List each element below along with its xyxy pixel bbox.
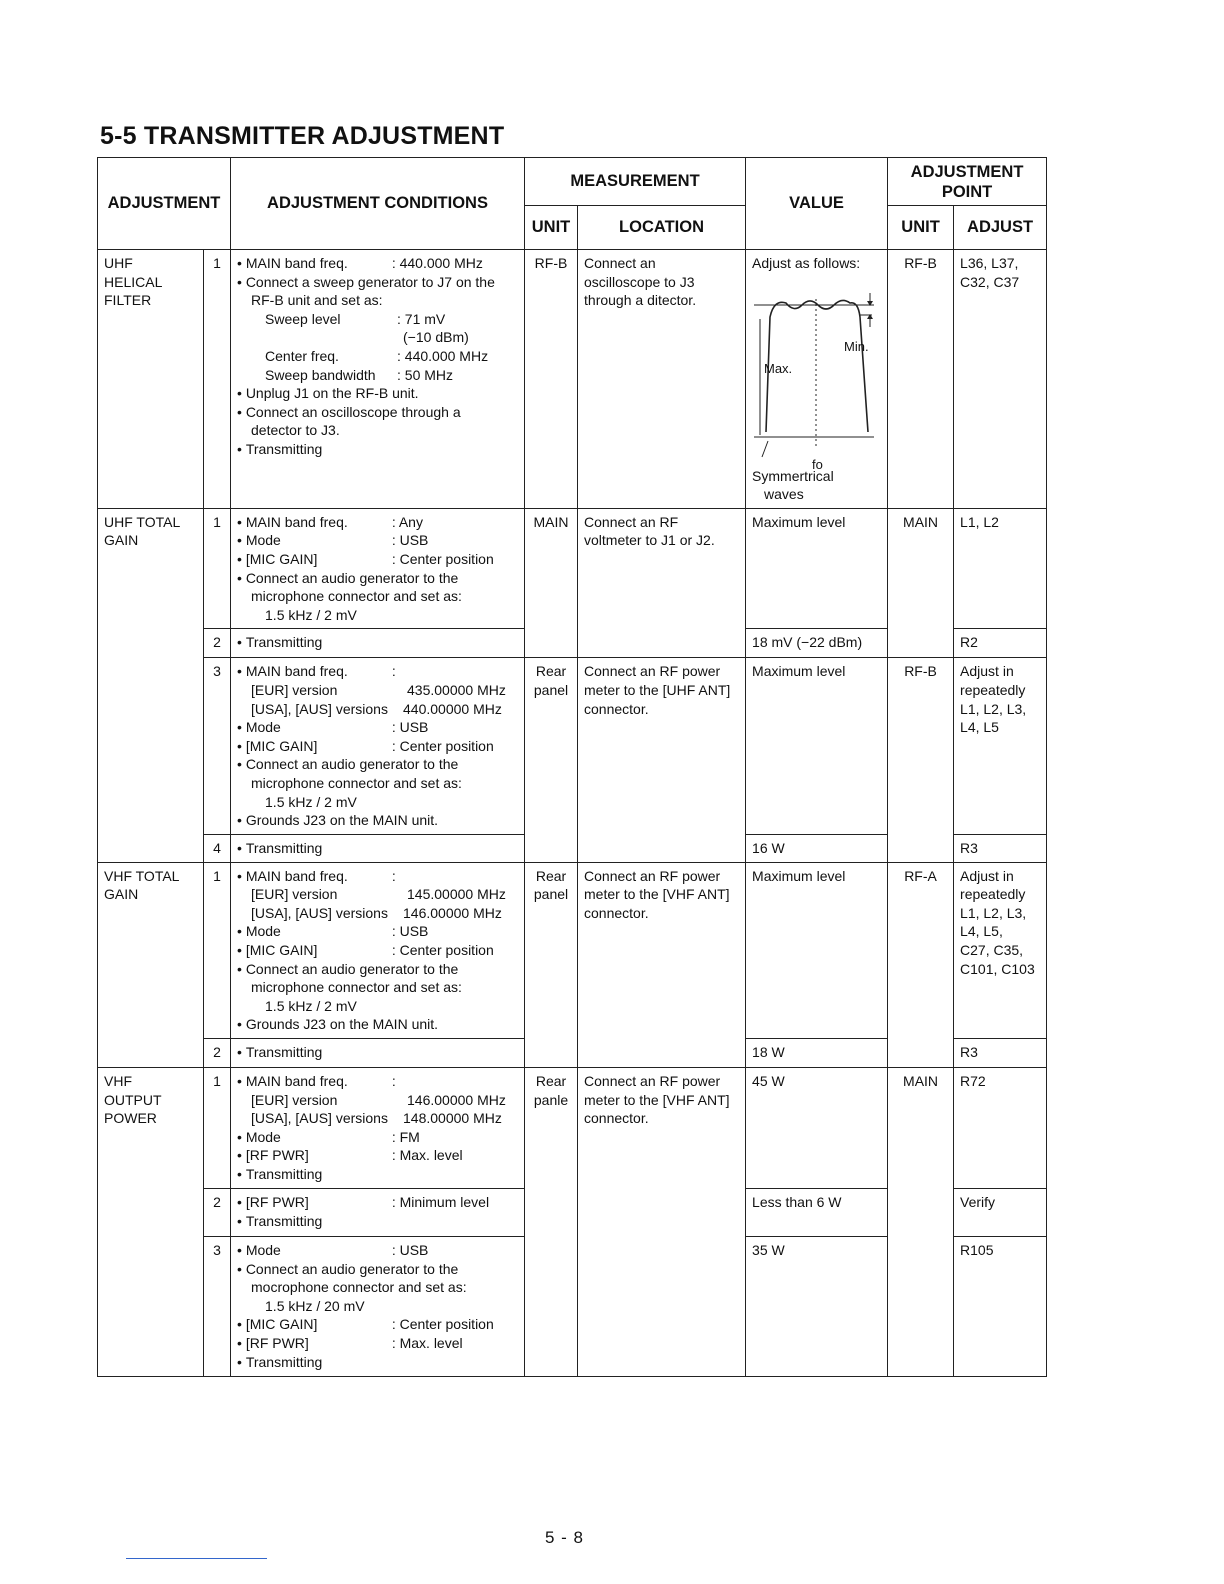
value-cell: Maximum level	[746, 862, 888, 1038]
wave-min-label: Min.	[844, 338, 869, 354]
adjustment-name: UHF TOTAL GAIN	[98, 508, 204, 862]
measurement-unit: Rear panle	[525, 1068, 578, 1377]
adj-unit: RF-A	[888, 862, 954, 1067]
conditions-cell: • MAIN band freq. : [EUR] version 435.00000 MHz [USA], [AUS] versions 440.00000 MHz • Mode : USB • [MIC GAIN] : Center position • Connect an audio generator to the microphone connector and set as: 1.5 kHz / 2 mV • Grounds J23 on the MAIN unit.	[231, 658, 525, 834]
measurement-location: Connect an RF power meter to the [VHF ANT] connector.	[578, 862, 746, 1067]
value-cell: 45 W	[746, 1068, 888, 1189]
adj-unit: MAIN	[888, 508, 954, 658]
header-adjustment: ADJUSTMENT	[98, 158, 231, 250]
step-number: 1	[204, 508, 231, 629]
value-cell: Maximum level	[746, 658, 888, 834]
adj-unit: RF-B	[888, 250, 954, 509]
adjust-cell: Verify	[954, 1189, 1047, 1237]
conditions-cell: • MAIN band freq. : [EUR] version 146.00000 MHz [USA], [AUS] versions 148.00000 MHz • Mode : FM • [RF PWR] : Max. level • Transmitting	[231, 1068, 525, 1189]
header-measurement: MEASUREMENT	[525, 158, 746, 206]
step-number: 2	[204, 1039, 231, 1068]
adjust-cell: R105	[954, 1237, 1047, 1377]
step-number: 1	[204, 250, 231, 509]
header-adj-unit: UNIT	[888, 206, 954, 250]
step-number: 4	[204, 834, 231, 862]
value-cell: 18 mV (−22 dBm)	[746, 629, 888, 658]
wave-max-label: Max.	[764, 360, 793, 376]
step-number: 3	[204, 1237, 231, 1377]
adjust-cell: Adjust in repeatedly L1, L2, L3, L4, L5	[954, 658, 1047, 834]
measurement-location: Connect an oscilloscope to J3 through a ditector.	[578, 250, 746, 509]
conditions-cell: • Transmitting	[231, 629, 525, 658]
adjust-cell: Adjust in repeatedly L1, L2, L3, L4, L5, C27, C35, C101, C103	[954, 862, 1047, 1038]
conditions-cell: • Transmitting	[231, 834, 525, 862]
measurement-unit: RF-B	[525, 250, 578, 509]
adjustment-table	[97, 157, 1047, 1377]
conditions-cell: • Mode : USB • Connect an audio generator to the mocrophone connector and set as: 1.5 kHz / 20 mV • [MIC GAIN] : Center position • [RF PWR] : Max. level • Transmitting	[231, 1237, 525, 1377]
header-unit: UNIT	[525, 206, 578, 250]
header-location: LOCATION	[578, 206, 746, 250]
step-number: 1	[204, 1068, 231, 1189]
adjust-cell: R3	[954, 1039, 1047, 1068]
adj-unit: RF-B	[888, 658, 954, 862]
value-cell: 18 W	[746, 1039, 888, 1068]
measurement-location: Connect an RF power meter to the [VHF ANT] connector.	[578, 1068, 746, 1377]
value-cell: Less than 6 W	[746, 1189, 888, 1237]
measurement-unit: MAIN	[525, 508, 578, 658]
measurement-unit: Rear panel	[525, 658, 578, 862]
adjust-cell: R3	[954, 834, 1047, 862]
adjust-cell: L1, L2	[954, 508, 1047, 629]
adjustment-name: VHF OUTPUT POWER	[98, 1068, 204, 1377]
wave-fo-label: fo	[812, 456, 823, 472]
conditions-cell: • MAIN band freq. : [EUR] version 145.00000 MHz [USA], [AUS] versions 146.00000 MHz • Mode : USB • [MIC GAIN] : Center position • Connect an audio generator to the microphone connector and set as: 1.5 kHz / 2 mV • Grounds J23 on the MAIN unit.	[231, 862, 525, 1038]
step-number: 2	[204, 1189, 231, 1237]
measurement-location: Connect an RF power meter to the [UHF ANT] connector.	[578, 658, 746, 862]
table-row	[98, 1068, 1047, 1189]
conditions-cell: • MAIN band freq. : 440.000 MHz • Connect a sweep generator to J7 on the RF-B unit and set as: Sweep level : 71 mV (−10 dBm) Center freq. : 440.000 MHz Sweep bandwidth : 50 MHz • Unplug J1 on the RF-B unit. • Connect an oscilloscope through a detector to J3. • Transmitting	[231, 250, 525, 509]
footer-divider	[126, 1558, 267, 1559]
value-cell: Maximum level	[746, 508, 888, 629]
conditions-cell: • MAIN band freq. : Any • Mode : USB • [MIC GAIN] : Center position • Connect an audio generator to the microphone connector and set as: 1.5 kHz / 2 mV	[231, 508, 525, 629]
table-row	[98, 658, 1047, 834]
adjust-cell: L36, L37, C32, C37	[954, 250, 1047, 509]
header-adjust: ADJUST	[954, 206, 1047, 250]
table-row	[98, 862, 1047, 1038]
table-row	[98, 250, 1047, 509]
page-title: 5-5 TRANSMITTER ADJUSTMENT	[100, 122, 505, 150]
header-value: VALUE	[746, 158, 888, 250]
adjust-cell: R2	[954, 629, 1047, 658]
value-cell: 16 W	[746, 834, 888, 862]
conditions-cell: • [RF PWR] : Minimum level • Transmitting	[231, 1189, 525, 1237]
step-number: 1	[204, 862, 231, 1038]
header-conditions: ADJUSTMENT CONDITIONS	[231, 158, 525, 250]
step-number: 3	[204, 658, 231, 834]
value-cell: 35 W	[746, 1237, 888, 1377]
adjustment-name: VHF TOTAL GAIN	[98, 862, 204, 1067]
adjust-cell: R72	[954, 1068, 1047, 1189]
adjustment-name: UHF HELICAL FILTER	[98, 250, 204, 509]
table-row	[98, 508, 1047, 629]
measurement-unit: Rear panel	[525, 862, 578, 1067]
step-number: 2	[204, 629, 231, 658]
adj-unit: MAIN	[888, 1068, 954, 1377]
conditions-cell: • Transmitting	[231, 1039, 525, 1068]
measurement-location: Connect an RF voltmeter to J1 or J2.	[578, 508, 746, 658]
header-adjustment-point: ADJUSTMENT POINT	[888, 158, 1047, 206]
page-number: 5 - 8	[545, 1528, 585, 1547]
value-cell: Adjust as follows: Min. Max. fo Symmertrical waves	[746, 250, 888, 509]
symmetrical-wave-diagram	[752, 277, 880, 477]
